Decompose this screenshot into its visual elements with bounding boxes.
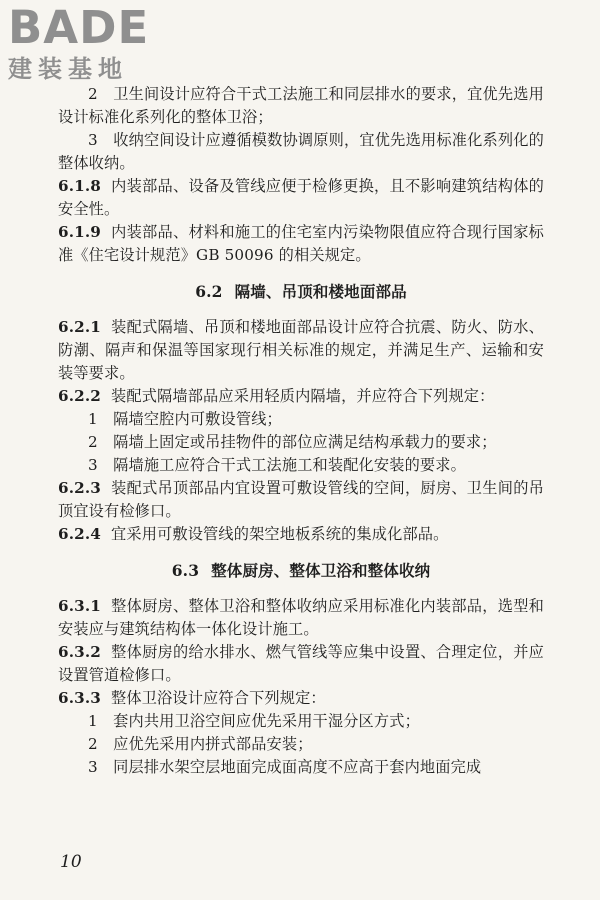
clause-6-1-8 [58,175,544,221]
logo-brand: BADE [8,1,150,54]
clause-text: 内装部品、设备及管线应便于检修更换，且不影响建筑结构体的安全性。 [58,177,544,218]
logo-subtitle: 建装基地 [8,55,128,83]
clause-number: 6.1.9 [58,223,102,241]
clause-number: 6.2.1 [58,318,102,336]
clause-number: 6.2.3 [58,479,102,497]
list-item: 3 隔墙施工应符合干式工法施工和装配化安装的要求。 [88,456,466,474]
list-item: 2 应优先采用内拼式部品安装； [88,735,313,753]
document-body [58,83,544,779]
list-item: 2 隔墙上固定或吊挂物件的部位应满足结构承载力的要求； [88,433,497,451]
clause-number: 6.2.4 [58,525,102,543]
clause-6-2-3 [58,477,544,523]
clause-number: 6.1.8 [58,177,102,195]
clause-6-2-4 [58,523,544,546]
clause-6-2-2 [58,385,544,408]
clause-number: 6.3.1 [58,597,102,615]
clause-6-3-2 [58,641,544,687]
list-item: 1 套内共用卫浴空间应优先采用干湿分区方式； [88,712,420,730]
clause-text: 整体卫浴设计应符合下列规定： [111,689,326,707]
clause-6-3-1 [58,595,544,641]
list-item: 1 隔墙空腔内可敷设管线； [88,410,282,428]
section-title: 隔墙、吊顶和楼地面部品 [234,282,407,301]
clause-text: 装配式吊顶部品内宜设置可敷设管线的空间，厨房、卫生间的吊顶宜设有检修口。 [58,479,544,520]
section-title: 整体厨房、整体卫浴和整体收纳 [211,561,431,580]
logo [8,1,178,88]
clause-6-3-3 [58,687,544,710]
clause-6-1-9 [58,221,544,267]
clause-text: 装配式隔墙、吊顶和楼地面部品设计应符合抗震、防火、防水、防潮、隔声和保温等国家现行相关标准的规定，并满足生产、运输和安装等要求。 [58,318,544,382]
list-item: 3 同层排水架空层地面完成面高度不应高于套内地面完成 [88,758,482,776]
list-item: 3 收纳空间设计应遵循模数协调原则，宜优先选用标准化系列化的整体收纳。 [58,131,544,172]
section-heading-6-3 [58,559,544,582]
section-heading-6-2 [58,280,544,303]
list-item: 2 卫生间设计应符合干式工法施工和同层排水的要求，宜优先选用设计标准化系列化的整体卫浴； [58,85,544,126]
clause-text: 宜采用可敷设管线的架空地板系统的集成化部品。 [111,525,449,543]
clause-number: 6.3.2 [58,643,102,661]
section-number: 6.2 [195,282,223,301]
clause-text: 整体厨房、整体卫浴和整体收纳应采用标准化内装部品，选型和安装应与建筑结构体一体化设计施工。 [58,597,544,638]
clause-number: 6.3.3 [58,689,102,707]
clause-6-2-1 [58,316,544,385]
page-number: 10 [60,852,82,872]
section-number: 6.3 [171,561,200,580]
clause-text: 内装部品、材料和施工的住宅室内污染物限值应符合现行国家标准《住宅设计规范》GB 50096 的相关规定。 [58,223,544,264]
clause-number: 6.2.2 [58,387,102,405]
clause-text: 装配式隔墙部品应采用轻质内隔墙，并应符合下列规定： [111,387,495,405]
clause-text: 整体厨房的给水排水、燃气管线等应集中设置、合理定位，并应设置管道检修口。 [58,643,544,684]
